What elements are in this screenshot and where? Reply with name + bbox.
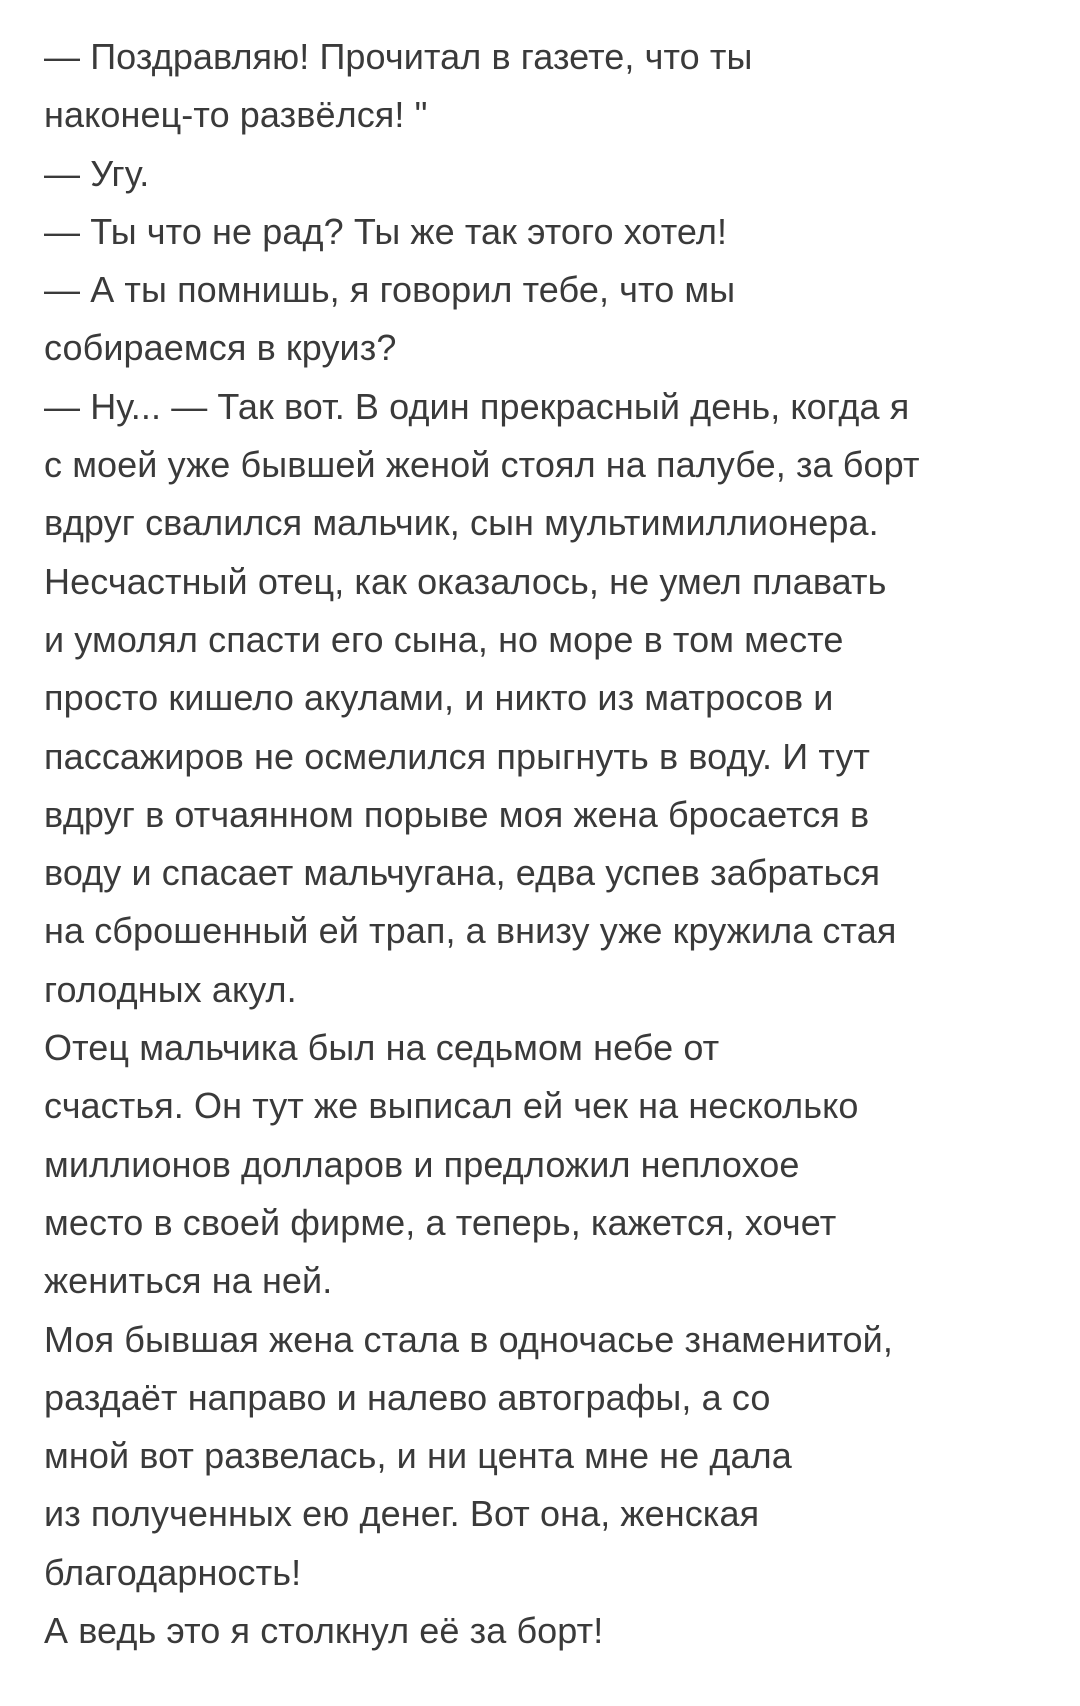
text-line: жениться на ней.	[44, 1260, 333, 1302]
text-line: Отец мальчика был на седьмом небе от	[44, 1027, 720, 1069]
text-line: — Ну... — Так вот. В один прекрасный день, когда я	[44, 385, 910, 427]
text-line: на сброшенный ей трап, а внизу уже кружила стая	[44, 910, 897, 952]
text-line: раздаёт направо и налево автографы, а со	[44, 1376, 771, 1418]
text-line: и умолял спасти его сына, но море в том месте	[44, 618, 844, 660]
post-text	[44, 28, 1054, 1660]
text-line: счастья. Он тут же выписал ей чек на несколько	[44, 1085, 859, 1127]
text-line: Моя бывшая жена стала в одночасье знаменитой,	[44, 1318, 893, 1360]
text-line: — Угу.	[44, 152, 150, 194]
text-line: Несчастный отец, как оказалось, не умел плавать	[44, 560, 887, 602]
text-line: А ведь это я столкнул её за борт!	[44, 1610, 604, 1652]
text-line: — Поздравляю! Прочитал в газете, что ты	[44, 36, 753, 77]
text-line: — Ты что не рад? Ты же так этого хотел!	[44, 210, 728, 252]
text-line: с моей уже бывшей женой стоял на палубе, за борт	[44, 444, 920, 486]
text-line: просто кишело акулами, и никто из матросов и	[44, 677, 834, 719]
text-line: голодных акул.	[44, 968, 297, 1010]
text-line: воду и спасает мальчугана, едва успев забраться	[44, 852, 881, 894]
text-line: вдруг свалился мальчик, сын мультимиллионера.	[44, 502, 879, 544]
text-line: благодарность!	[44, 1551, 302, 1593]
text-line: из полученных ею денег. Вот она, женская	[44, 1493, 760, 1535]
text-line: — А ты помнишь, я говорил тебе, что мы	[44, 269, 736, 311]
text-line: вдруг в отчаянном порыве моя жена бросается в	[44, 793, 870, 835]
text-line: наконец-то развёлся! "	[44, 94, 428, 136]
text-line: пассажиров не осмелился прыгнуть в воду. И тут	[44, 735, 871, 777]
text-line: миллионов долларов и предложил неплохое	[44, 1143, 800, 1185]
text-line: собираемся в круиз?	[44, 327, 397, 369]
text-line: мной вот развелась, и ни цента мне не дала	[44, 1435, 792, 1477]
text-line: место в своей фирме, а теперь, кажется, хочет	[44, 1201, 837, 1243]
